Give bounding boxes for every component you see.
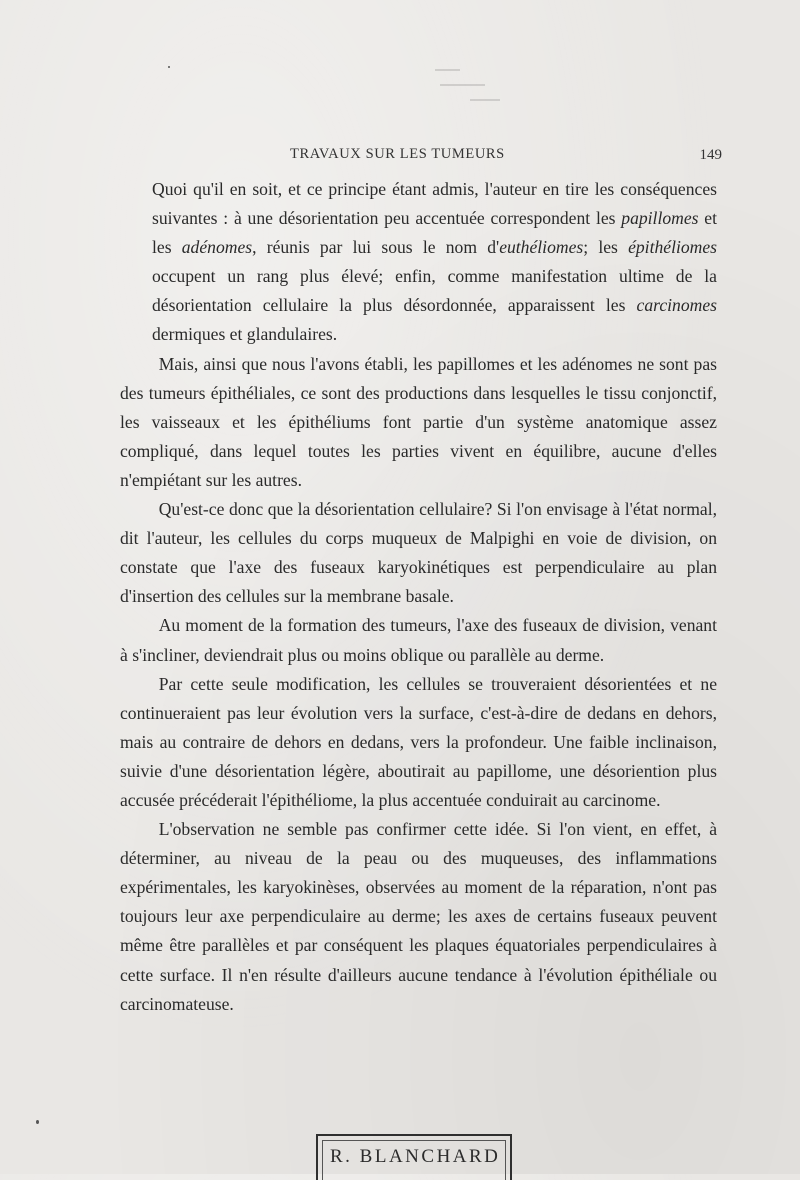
paragraph <box>120 670 717 815</box>
italic-term: carcinomes <box>636 295 717 316</box>
text-run: dermiques et glandulaires. <box>152 324 338 345</box>
running-title: TRAVAUX SUR LES TUMEURS <box>290 146 505 162</box>
paragraph <box>120 350 717 495</box>
stamp-label: R. BLANCHARD <box>330 1146 501 1167</box>
italic-term: épithéliomes <box>628 237 718 258</box>
text-run: et les <box>152 208 717 258</box>
ink-speck <box>168 66 170 68</box>
text-run: Mais, ainsi que nous l'avons établi, les papillomes et les adénomes ne sont pas des tumeurs épithéliales, ce sont des productions dans lesquelles le tissu conjonctif, les vaisseaux et les épithéliums font partie d'un système anatomique assez compliqué, dans lequel toutes les parties vivent en équilibre, aucune d'elles n'empiétant sur les autres. <box>120 353 717 490</box>
italic-term: papillomes <box>621 208 699 229</box>
paragraph <box>120 611 717 669</box>
text-run: Par cette seule modification, les cellules se trouveraient désorientées et ne continueraient pas leur évolution vers la surface, c'est-à-dire de dedans en dehors, mais au contraire de dehors en dedans, vers la profondeur. Une faible inclinaison, suivie d'une désorientation légère, aboutirait au papillome, une désoriention plus accusée précéderait l'épithéliome, la plus accentuée conduirait au carcinome. <box>120 673 717 810</box>
text-run: ; les <box>583 237 629 258</box>
body-text <box>120 175 717 1019</box>
text-run: Qu'est-ce donc que la désorientation cellulaire? Si l'on envisage à l'état normal, dit l'auteur, les cellules du corps muqueux de Malpighi en voie de division, on constate que l'axe des fuseaux karyokinétiques est perpendiculaire au plan d'insertion des cellules sur la membrane basale. <box>120 499 717 607</box>
italic-term: adénomes <box>181 237 253 258</box>
paragraph <box>120 175 717 350</box>
ink-speck <box>36 1120 39 1124</box>
text-run: , réunis par lui sous le nom d' <box>252 237 500 258</box>
text-run: L'observation ne semble pas confirmer cette idée. Si l'on vient, en effet, à déterminer, au niveau de la peau ou des muqueuses, des inflammations expérimentales, les karyokinèses, observées au moment de la réparation, n'ont pas toujours leur axe perpendiculaire au derme; les axes de certains fuseaux peuvent même être parallèles et par conséquent les plaques équatoriales perpendiculaires à cette surface. Il n'en résulte d'ailleurs aucune tendance à l'évolution épithéliale ou carcinomateuse. <box>120 819 717 1014</box>
paragraph <box>120 815 717 1019</box>
running-header <box>120 146 730 170</box>
text-run: Quoi qu'il en soit, et ce principe étant admis, l'auteur en tire les conséquences suivantes : à une désorientation peu accentuée correspondent les <box>152 179 717 229</box>
library-stamp <box>316 1134 512 1180</box>
text-run: Au moment de la formation des tumeurs, l'axe des fuseaux de division, venant à s'incliner, deviendrait plus ou moins oblique ou parallèle au derme. <box>120 615 717 665</box>
italic-term: euthéliomes <box>499 237 584 258</box>
bleed-through-marks <box>430 60 510 120</box>
text-run: occupent un rang plus élevé; enfin, comme manifestation ultime de la désorientation cellulaire la plus désordonnée, apparaissent les <box>152 266 717 316</box>
bleed-through-glyphs <box>430 60 510 120</box>
page-number: 149 <box>699 147 722 163</box>
paragraph <box>120 495 717 611</box>
